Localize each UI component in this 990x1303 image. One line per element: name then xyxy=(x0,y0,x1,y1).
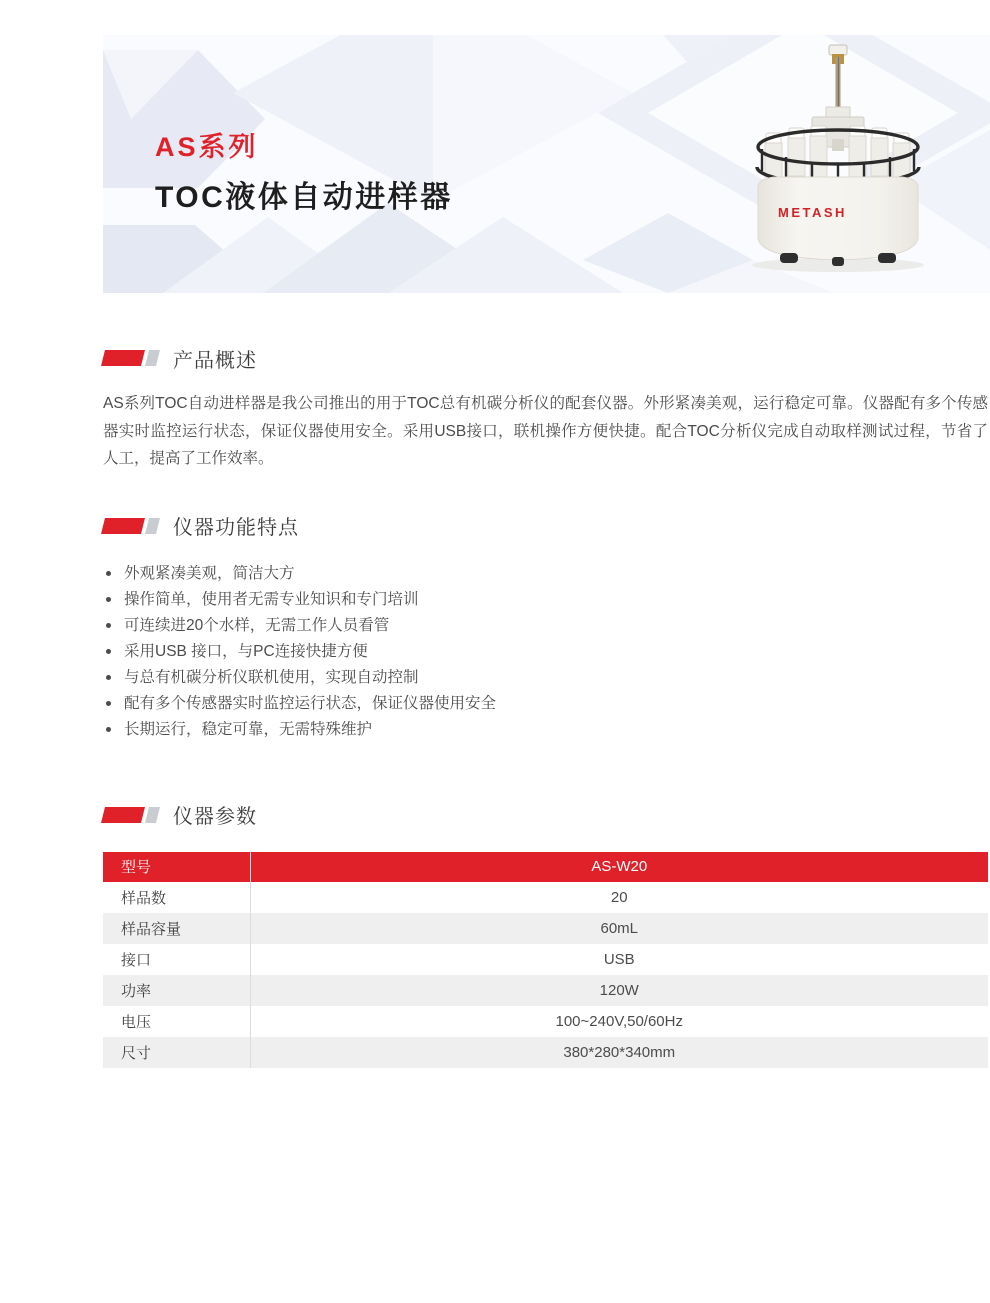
table-row xyxy=(103,975,988,1006)
feature-list-item: 长期运行，稳定可靠，无需特殊维护 xyxy=(103,717,988,743)
table-header-row xyxy=(103,852,988,882)
section-overview xyxy=(103,345,988,473)
overview-paragraph: AS系列TOC自动进样器是我公司推出的用于TOC总有机碳分析仪的配套仪器。外形紧凑美观，运行稳定可靠。仪器配有多个传感器实时监控运行状态，保证仪器使用安全。采用USB接口，联机操作方便快捷。配合TOC分析仪完成自动取样测试过程，节省了人工，提高了工作效率。 xyxy=(103,395,988,467)
series-title: AS系列 xyxy=(155,132,259,162)
hero-banner xyxy=(103,35,990,293)
parameter-name: 电压 xyxy=(103,1006,250,1037)
features-section-header xyxy=(103,513,988,539)
section-marker-gray-icon xyxy=(145,518,160,534)
feature-list-item: 与总有机碳分析仪联机使用，实现自动控制 xyxy=(103,665,988,691)
feature-list-item: 配有多个传感器实时监控运行状态，保证仪器使用安全 xyxy=(103,691,988,717)
table-row xyxy=(103,1006,988,1037)
table-row xyxy=(103,882,988,913)
banner-titles xyxy=(155,125,453,216)
parameter-value: 380*280*340mm xyxy=(563,1043,676,1061)
parameter-name: 样品容量 xyxy=(103,913,250,944)
section-marker-red-icon xyxy=(101,350,145,366)
content xyxy=(103,345,988,1068)
product-photo xyxy=(742,43,934,275)
parameter-name: 接口 xyxy=(103,944,250,975)
section-marker-red-icon xyxy=(101,518,145,534)
parameter-value: USB xyxy=(603,950,635,968)
page-title: TOC液体自动进样器 xyxy=(155,181,453,214)
parameter-value: 120W xyxy=(599,981,639,999)
table-header-value: AS-W20 xyxy=(250,852,988,882)
section-marker-gray-icon xyxy=(145,807,160,823)
features-section-title: 仪器功能特点 xyxy=(173,517,299,539)
overview-section-header xyxy=(103,345,988,371)
feature-list-item: 外观紧凑美观，简洁大方 xyxy=(103,561,988,587)
feature-list-item: 操作简单，使用者无需专业知识和专门培训 xyxy=(103,587,988,613)
feature-list-item: 可连续进20个水样，无需工作人员看管 xyxy=(103,613,988,639)
feature-list xyxy=(103,561,988,743)
parameters-section-header xyxy=(103,802,988,828)
parameter-name: 样品数 xyxy=(103,882,250,913)
parameter-name: 功率 xyxy=(103,975,250,1006)
parameter-name: 尺寸 xyxy=(103,1037,250,1068)
feature-list-item: 采用USB 接口，与PC连接快捷方便 xyxy=(103,639,988,665)
parameters-table xyxy=(103,852,988,1068)
overview-section-title: 产品概述 xyxy=(173,349,257,372)
section-marker-gray-icon xyxy=(145,350,160,366)
section-parameters xyxy=(103,802,988,1068)
autosampler-illustration xyxy=(742,43,934,275)
section-features xyxy=(103,513,988,743)
table-row xyxy=(103,1037,988,1068)
table-header-label: 型号 xyxy=(103,852,250,882)
parameter-value: 20 xyxy=(610,888,628,906)
brand-label: METASH xyxy=(778,205,847,220)
section-marker-red-icon xyxy=(101,807,145,823)
table-row xyxy=(103,944,988,975)
parameter-value: 60mL xyxy=(600,919,639,937)
parameter-value: 100~240V,50/60Hz xyxy=(555,1012,683,1030)
table-row xyxy=(103,913,988,944)
parameters-section-title: 仪器参数 xyxy=(173,806,257,828)
